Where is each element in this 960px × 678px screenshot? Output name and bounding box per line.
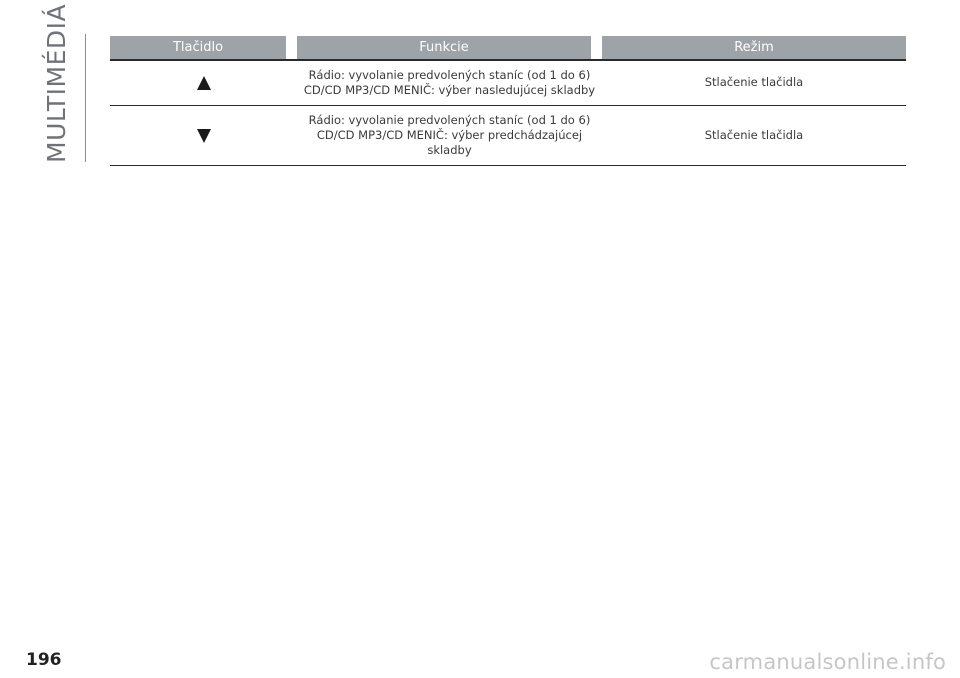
function-line: skladby [427,143,472,157]
mode-cell: Stlačenie tlačidla [704,75,804,89]
section-divider [85,34,86,162]
table-header [110,36,906,59]
function-line: Rádio: vyvolanie predvolených staníc (od 1 do 6) [308,113,591,127]
function-line: CD/CD MP3/CD MENIČ: výber nasledujúcej skladby [303,83,596,97]
table-row [110,61,906,106]
function-cell [297,61,602,105]
table-row [110,106,906,166]
triangle-up-icon [197,76,211,90]
header-button: Tlačidlo [110,36,286,59]
button-cell [110,61,297,105]
header-mode: Režim [602,36,906,59]
function-line: CD/CD MP3/CD MENIČ: výber predchádzajúcej [316,128,583,142]
function-cell [297,106,602,165]
watermark: carmanualsonline.info [709,650,946,674]
page-number: 196 [26,650,62,670]
triangle-down-icon [197,129,211,143]
button-cell [110,106,297,165]
function-line: Rádio: vyvolanie predvolených staníc (od 1 do 6) [308,68,591,82]
mode-cell: Stlačenie tlačidla [704,128,804,142]
controls-table [110,36,906,166]
section-title: MULTIMÉDIÁ [42,3,71,163]
header-functions: Funkcie [297,36,591,59]
